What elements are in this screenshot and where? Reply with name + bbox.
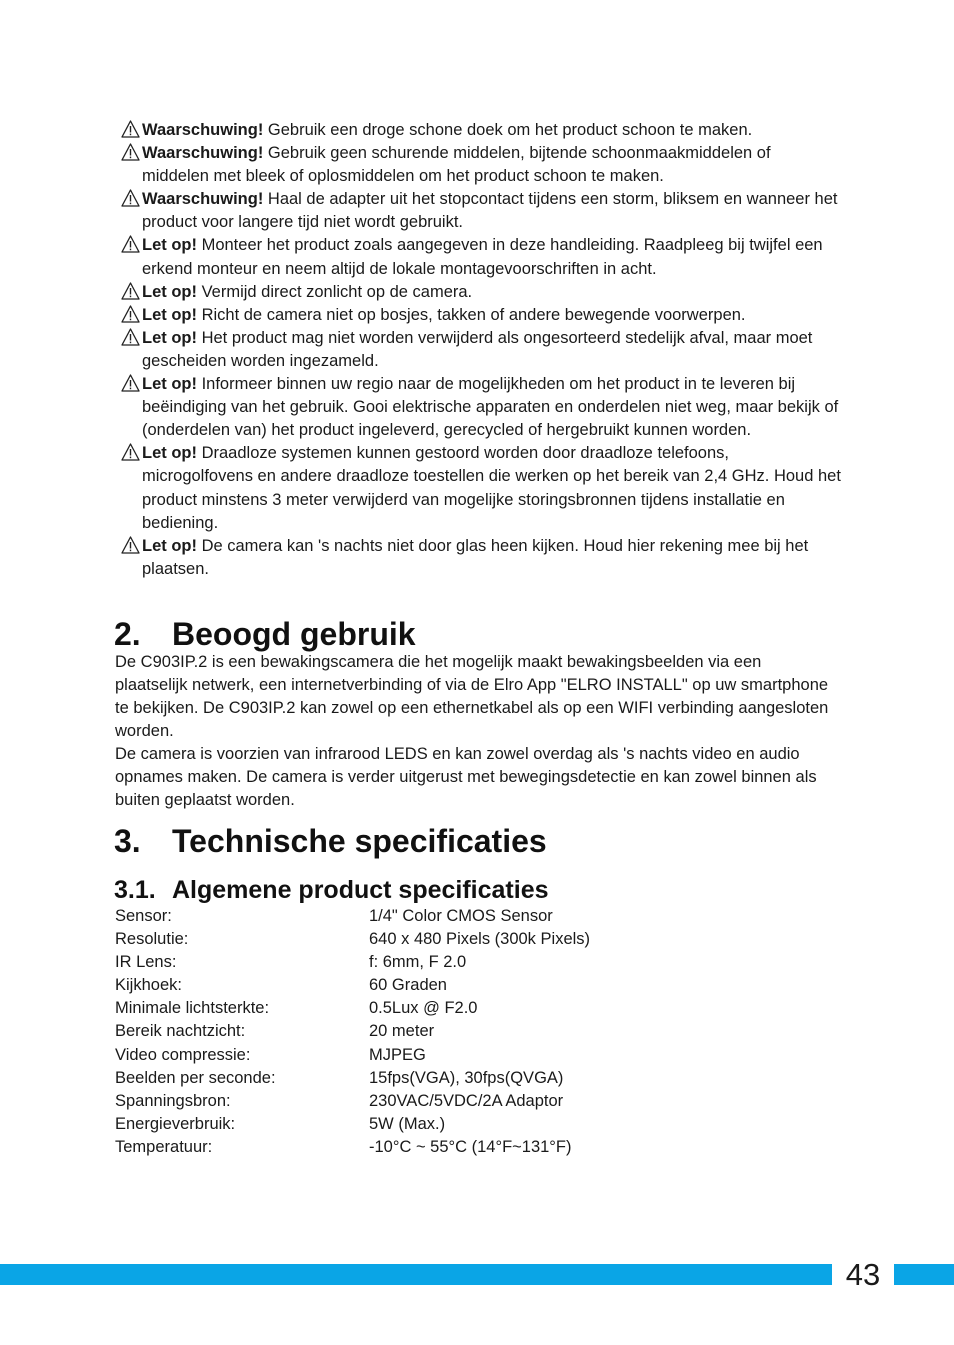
warning-icon	[121, 189, 140, 207]
spec-label: Temperatuur:	[115, 1137, 213, 1156]
warning-icon	[121, 305, 140, 323]
section-3-1-number: 3.1.	[114, 876, 156, 904]
warning-text: Informeer binnen uw regio naar de mogelijkheden om het product in te leveren bij beëindiging van het gebruik. Gooi elektrische apparaten en onderdelen niet weg, maar bekijk of (onderdelen van) het product ingeleverd, gerecycled of hergebruikt kunnen worden.	[142, 375, 839, 440]
warning-label: Waarschuwing!	[142, 121, 264, 139]
warning-icon	[121, 328, 140, 346]
spec-value: 20 meter	[369, 1022, 435, 1041]
section-3-heading	[114, 821, 547, 861]
section-3-title: Technische specificaties	[172, 823, 547, 859]
spec-table	[115, 905, 590, 1159]
spec-row	[115, 951, 590, 974]
warning-text: Haal de adapter uit het stopcontact tijdens een storm, bliksem en wanneer het product voor langere tijd niet wordt gebruikt.	[142, 190, 838, 232]
spec-label: Spanningsbron:	[115, 1091, 231, 1110]
spec-row	[115, 928, 590, 951]
warning-text: Richt de camera niet op bosjes, takken of andere bewegende voorwerpen.	[197, 305, 746, 324]
spec-label: Minimale lichtsterkte:	[115, 999, 270, 1018]
warning-item	[121, 442, 841, 534]
warning-label: Let op!	[142, 328, 197, 347]
spec-row	[115, 1067, 590, 1090]
warning-item	[121, 119, 841, 142]
warning-label: Waarschuwing!	[142, 190, 264, 209]
spec-value: 640 x 480 Pixels (300k Pixels)	[369, 930, 591, 949]
warning-label: Let op!	[142, 236, 197, 255]
warning-item	[121, 327, 841, 373]
warning-label: Let op!	[142, 444, 197, 463]
footer-accent-bar-left	[0, 1264, 832, 1285]
spec-value: 1/4" Color CMOS Sensor	[369, 907, 553, 925]
section-3-1-title: Algemene product specificaties	[172, 876, 549, 904]
warning-item	[121, 281, 841, 304]
warning-icon	[121, 235, 140, 253]
warning-text: Draadloze systemen kunnen gestoord worden door draadloze telefoons, microgolfovens en andere draadloze toestellen die werken op het bereik van 2,4 GHz. Houd het product minstens 3 meter verwijderd van mogelijke storingsbronnen tijdens installatie en bediening.	[142, 444, 841, 532]
section-2-number: 2.	[114, 616, 141, 652]
spec-row	[115, 1020, 590, 1043]
page-number: 43	[845, 1257, 881, 1292]
warning-label: Let op!	[142, 282, 197, 301]
spec-label: Beelden per seconde:	[115, 1068, 276, 1087]
spec-value: 0.5Lux @ F2.0	[369, 999, 478, 1018]
warning-label: Let op!	[142, 375, 197, 394]
warning-text: Het product mag niet worden verwijderd als ongesorteerd stedelijk afval, maar moet gescheiden worden ingezameld.	[142, 328, 813, 370]
spec-value: -10°C ~ 55°C (14°F~131°F)	[369, 1137, 572, 1156]
spec-label: Energieverbruik:	[115, 1114, 236, 1133]
spec-row	[115, 1136, 590, 1159]
spec-label: Resolutie:	[115, 930, 189, 949]
warning-label: Waarschuwing!	[142, 144, 264, 163]
warning-icon	[121, 443, 140, 461]
warning-icon	[121, 120, 140, 138]
warning-list	[121, 119, 841, 581]
spec-value: 15fps(VGA), 30fps(QVGA)	[369, 1068, 564, 1087]
spec-row	[115, 1113, 590, 1136]
warning-item	[121, 304, 841, 327]
spec-row	[115, 1044, 590, 1067]
warning-icon	[121, 374, 140, 392]
warning-item	[121, 142, 841, 188]
warning-label: Let op!	[142, 536, 197, 555]
section-2-heading	[114, 614, 416, 654]
warning-item	[121, 188, 841, 234]
footer-accent-bar-right	[894, 1264, 954, 1285]
spec-value: 230VAC/5VDC/2A Adaptor	[369, 1091, 564, 1110]
warning-text: Gebruik geen schurende middelen, bijtende schoonmaakmiddelen of middelen met bleek of oplosmiddelen om het product schoon te maken.	[142, 144, 771, 186]
warning-text: Gebruik een droge schone doek om het product schoon te maken.	[263, 121, 753, 139]
section-2-title: Beoogd gebruik	[172, 616, 416, 652]
spec-value: f: 6mm, F 2.0	[369, 953, 467, 972]
section-3-1-heading	[114, 875, 549, 905]
warning-item	[121, 234, 841, 280]
warning-label: Let op!	[142, 305, 197, 324]
spec-label: Bereik nachtzicht:	[115, 1022, 246, 1041]
warning-text: Vermijd direct zonlicht op de camera.	[197, 282, 473, 301]
intended-use-paragraph-2: De camera is voorzien van infrarood LEDS en kan zowel overdag als 's nachts video en audio opnames maken. De camera is verder uitgerust met bewegingsdetectie en kan zowel binnen als buiten geplaatst worden.	[115, 745, 817, 810]
spec-row	[115, 1090, 590, 1113]
spec-value: MJPEG	[369, 1045, 426, 1064]
warning-text: De camera kan 's nachts niet door glas heen kijken. Houd hier rekening mee bij het plaatsen.	[142, 536, 809, 578]
spec-value: 60 Graden	[369, 976, 447, 995]
warning-text: Monteer het product zoals aangegeven in deze handleiding. Raadpleeg bij twijfel een erkend monteur en neem altijd de lokale montagevoorschriften in acht.	[142, 236, 823, 278]
warning-icon	[121, 282, 140, 300]
warning-icon	[121, 536, 140, 554]
spec-label: IR Lens:	[115, 953, 177, 972]
warning-item	[121, 373, 841, 442]
spec-row	[115, 905, 590, 928]
warning-icon	[121, 143, 140, 161]
spec-label: Video compressie:	[115, 1045, 251, 1064]
spec-row	[115, 974, 590, 997]
spec-row	[115, 997, 590, 1020]
spec-value: 5W (Max.)	[369, 1114, 446, 1133]
spec-label: Kijkhoek:	[115, 976, 182, 995]
intended-use-paragraph-1: De C903IP.2 is een bewakingscamera die het mogelijk maakt bewakingsbeelden via een plaatselijk netwerk, een internetverbinding of via de Elro App "ELRO INSTALL" op uw smartphone te bekijken. De C903IP.2 kan zowel op een ethernetkabel als op een WIFI verbinding aangesloten worden.	[115, 653, 829, 741]
warning-item	[121, 535, 841, 581]
spec-label: Sensor:	[115, 907, 172, 925]
section-3-number: 3.	[114, 823, 141, 859]
